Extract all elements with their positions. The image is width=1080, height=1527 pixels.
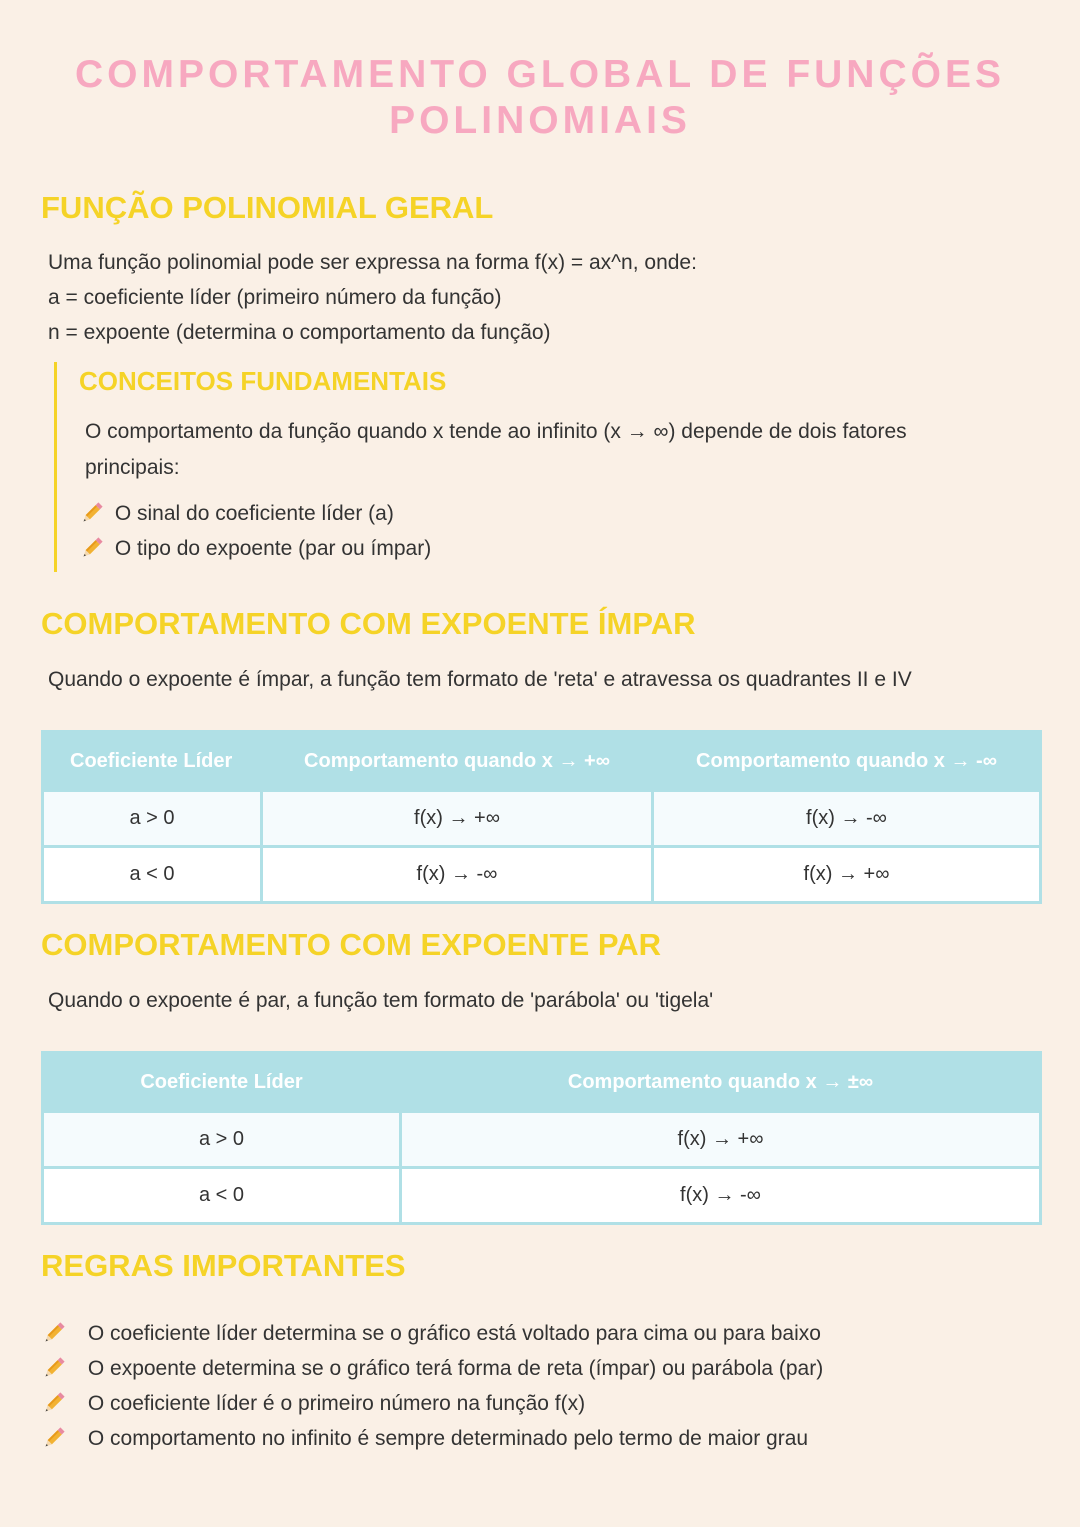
page-title-line1: COMPORTAMENTO GLOBAL DE FUNÇÕES xyxy=(74,53,1005,96)
table-cell: f(x) → -∞ xyxy=(262,847,653,903)
concepts-heading: CONCEITOS FUNDAMENTAIS xyxy=(79,366,447,396)
pencil-icon xyxy=(79,535,109,561)
table-header-row xyxy=(43,732,1041,791)
table-cell: f(x) → +∞ xyxy=(401,1112,1041,1168)
table-row xyxy=(43,1168,1041,1224)
odd-table xyxy=(41,730,1042,904)
table-cell: f(x) → +∞ xyxy=(653,847,1041,903)
table-header: Coeficiente Líder xyxy=(43,1053,401,1112)
table-header-row xyxy=(43,1053,1041,1112)
concepts-text: O comportamento da função quando x tende ao infinito (x → ∞) depende de dois fatores principais: xyxy=(85,420,907,479)
table-cell: a > 0 xyxy=(43,791,262,847)
table-row xyxy=(43,1112,1041,1168)
even-text: Quando o expoente é par, a função tem formato de 'parábola' ou 'tigela' xyxy=(48,989,714,1012)
table-row xyxy=(43,847,1041,903)
table-header: Coeficiente Líder xyxy=(43,732,262,791)
rules-item xyxy=(41,1420,808,1456)
table-cell: a > 0 xyxy=(43,1112,401,1168)
table-cell: a < 0 xyxy=(43,847,262,903)
page-title xyxy=(0,52,1080,144)
table-cell: a < 0 xyxy=(43,1168,401,1224)
even-heading: COMPORTAMENTO COM EXPOENTE PAR xyxy=(41,927,662,962)
concepts-item-text: O tipo do expoente (par ou ímpar) xyxy=(114,536,432,560)
even-table xyxy=(41,1051,1042,1225)
rules-item-text: O expoente determina se o gráfico terá forma de reta (ímpar) ou parábola (par) xyxy=(87,1356,824,1380)
rules-item-text: O comportamento no infinito é sempre determinado pelo termo de maior grau xyxy=(87,1426,809,1450)
table-header: Comportamento quando x → +∞ xyxy=(262,732,653,791)
table-cell: f(x) → -∞ xyxy=(653,791,1041,847)
rules-item-text: O coeficiente líder determina se o gráfico está voltado para cima ou para baixo xyxy=(87,1321,821,1345)
table-header: Comportamento quando x → ±∞ xyxy=(401,1053,1041,1112)
table-cell: f(x) → +∞ xyxy=(262,791,653,847)
table-row xyxy=(43,791,1041,847)
concepts-item-text: O sinal do coeficiente líder (a) xyxy=(114,501,394,525)
concepts-item xyxy=(79,495,394,531)
rules-item xyxy=(41,1315,821,1351)
pencil-icon xyxy=(79,500,109,526)
table-header: Comportamento quando x → -∞ xyxy=(653,732,1041,791)
concepts-box xyxy=(54,362,977,572)
general-heading: FUNÇÃO POLINOMIAL GERAL xyxy=(41,190,494,225)
pencil-icon xyxy=(41,1425,82,1451)
pencil-icon xyxy=(41,1320,82,1346)
rules-heading: REGRAS IMPORTANTES xyxy=(41,1248,406,1283)
table-cell: f(x) → -∞ xyxy=(401,1168,1041,1224)
odd-heading: COMPORTAMENTO COM EXPOENTE ÍMPAR xyxy=(41,606,696,641)
pencil-icon xyxy=(41,1355,82,1381)
general-line2: a = coeficiente líder (primeiro número da função) xyxy=(48,286,502,309)
general-line3: n = expoente (determina o comportamento da função) xyxy=(48,321,551,344)
general-line1: Uma função polinomial pode ser expressa na forma f(x) = ax^n, onde: xyxy=(48,251,697,274)
pencil-icon xyxy=(41,1390,82,1416)
rules-item xyxy=(41,1385,585,1421)
page-title-line2: POLINOMIAIS xyxy=(389,99,691,142)
concepts-item xyxy=(79,530,431,566)
rules-item xyxy=(41,1350,823,1386)
rules-item-text: O coeficiente líder é o primeiro número na função f(x) xyxy=(87,1391,586,1415)
odd-text: Quando o expoente é ímpar, a função tem formato de 'reta' e atravessa os quadrantes II e IV xyxy=(48,668,912,691)
